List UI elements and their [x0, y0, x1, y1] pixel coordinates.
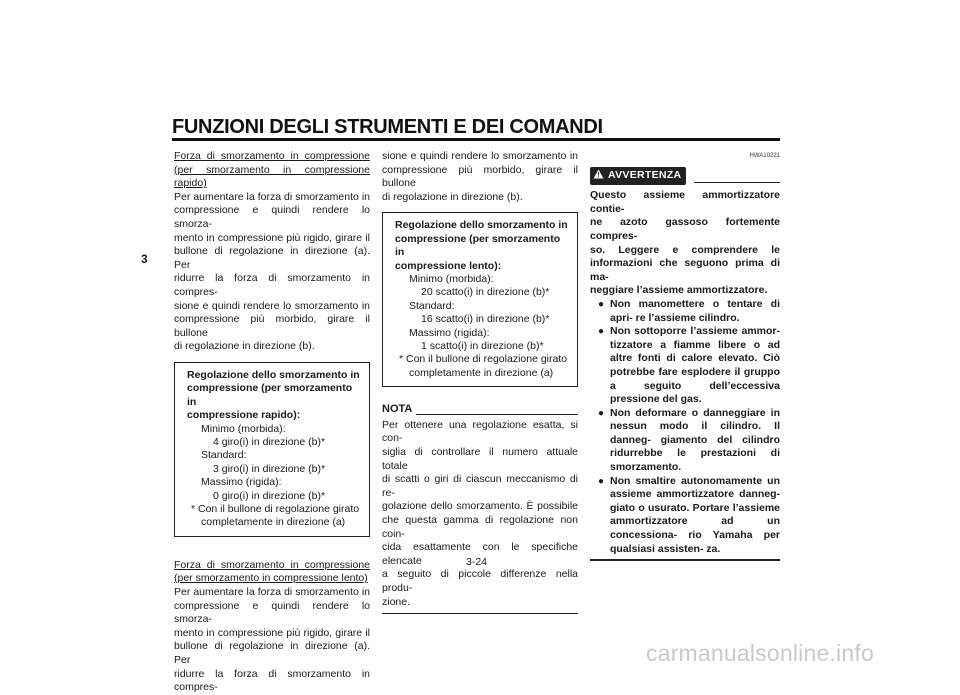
page-title: FUNZIONI DEGLI STRUMENTI E DEI COMANDI [172, 116, 603, 138]
spec-box-title: Regolazione dello smorzamento in [395, 219, 568, 232]
nota-label: NOTA [382, 403, 413, 416]
bullet-text: Non sottoporre l’assieme ammor- tizzatore a fiamme libere o ad altre fonti di calore elevato. Ciò potrebbe fare esplodere il gruppo a seguito dell’eccessiva pressione del gas. [610, 325, 780, 406]
text-line: Per aumentare la forza di smorzamento in [174, 585, 370, 598]
text-line: mento in compressione più rigido, girare il [174, 626, 370, 639]
text-line: so. Leggere e comprendere le [590, 243, 780, 256]
spec-note: * Con il bullone di regolazione girato [399, 353, 568, 366]
text-line: Questo assieme ammortizzatore contie- [590, 189, 780, 215]
text-line: sione e quindi rendere lo smorzamento in [382, 150, 578, 162]
spec-box-title: compressione (per smorzamento in [187, 382, 353, 408]
spec-min-label: Minimo (morbida): [201, 422, 286, 435]
text-line: ne azoto gassoso fortemente compres- [590, 216, 780, 242]
text-line: ridurre la forza di smorzamento in compres- [174, 667, 370, 694]
page-number: 3-24 [466, 556, 488, 568]
title-rule [172, 138, 780, 141]
text-line: ridurre la forza di smorzamento in compres- [174, 272, 370, 298]
spec-note: * Con il bullone di regolazione girato [191, 502, 360, 515]
warning-bullet [598, 475, 780, 557]
watermark: carmanualsonline.info [646, 640, 874, 666]
section-heading-fast-line1: Forza di smorzamento in compressione [174, 150, 370, 162]
section-heading-fast-line2: (per smorzamento in compressione rapido) [174, 163, 370, 190]
text-line: zione. [382, 595, 411, 608]
text-line: compressione più morbido, girare il bullone [382, 163, 578, 190]
spec-box-fast [174, 362, 370, 537]
warning-bullet [598, 298, 780, 325]
text-line: di regolazione in direzione (b). [174, 340, 315, 353]
nota-text [382, 419, 578, 609]
spec-box-slow [382, 212, 578, 387]
text-line: a seguito di piccole differenze nella produ- [382, 568, 578, 594]
column-3 [590, 150, 780, 561]
paragraph-slow-continued [382, 150, 578, 204]
spec-note: completamente in direzione (a) [409, 366, 554, 379]
warning-code: HWA10221 [749, 153, 780, 159]
warning-bullet [598, 325, 780, 407]
text-line: compressione e quindi rendere lo smorza- [174, 204, 370, 230]
bullet-dot-icon: ● [598, 298, 605, 310]
spec-std-label: Standard: [201, 449, 247, 462]
paragraph-slow [174, 586, 370, 695]
text-line: bullone di regolazione in direzione (a). Per [174, 245, 370, 271]
text-line: siglia di controllare il numero attuale totale [382, 446, 578, 472]
text-line: informazioni che seguono prima di ma- [590, 257, 780, 283]
spec-std-value: 16 scatto(i) in direzione (b)* [421, 313, 550, 326]
warning-header [590, 167, 780, 186]
warning-rule [694, 182, 780, 183]
paragraph-fast [174, 191, 370, 354]
text-line: neggiare l’assieme ammortizzatore. [590, 284, 768, 297]
nota-header [382, 403, 578, 417]
bullet-dot-icon: ● [598, 407, 605, 419]
warning-label: AVVERTENZA [608, 169, 682, 182]
spec-box-title: compressione lento): [395, 259, 502, 272]
column-1 [174, 150, 370, 695]
text-line: di scatti o giri di ciascun meccanismo di re- [382, 473, 578, 499]
warning-end-rule [590, 559, 780, 561]
bullet-text: Non deformare o danneggiare in nessun modo il cilindro. Il danneg- giamento del cilindro ridurrebbe le prestazioni di smorzamento. [610, 406, 780, 474]
text-line: Per aumentare la forza di smorzamento in [174, 190, 370, 203]
warning-body [590, 189, 780, 556]
text-line: compressione e quindi rendere lo smorza- [174, 599, 370, 626]
text-line: compressione più morbido, girare il bullone [174, 313, 370, 339]
text-line: sione e quindi rendere lo smorzamento in [174, 299, 370, 312]
spec-max-label: Massimo (rigida): [201, 476, 282, 489]
bullet-text: Non manomettere o tentare di apri- re l’assieme cilindro. [610, 297, 780, 324]
nota-end-rule [382, 613, 578, 614]
spec-max-label: Massimo (rigida): [409, 326, 490, 339]
text-line: golazione dello smorzamento. È possibile [382, 500, 578, 513]
spec-max-value: 0 giro(i) in direzione (b)* [213, 489, 326, 502]
bullet-dot-icon: ● [598, 326, 605, 338]
text-line: che questa gamma di regolazione non coin- [382, 514, 578, 540]
spec-min-label: Minimo (morbida): [409, 273, 494, 285]
spec-std-label: Standard: [409, 299, 455, 312]
warning-triangle-icon [593, 169, 604, 184]
spec-note: completamente in direzione (a) [201, 516, 346, 529]
bullet-dot-icon: ● [598, 475, 605, 487]
warning-bullet [598, 407, 780, 475]
section-heading-slow-line2: (per smorzamento in compressione lento) [174, 572, 368, 585]
spec-min-value: 4 giro(i) in direzione (b)* [213, 435, 326, 448]
spec-max-value: 1 scatto(i) in direzione (b)* [421, 340, 544, 353]
text-line: cida esattamente con le specifiche elencate [382, 541, 578, 567]
spec-box-title: Regolazione dello smorzamento in [187, 368, 360, 381]
column-2 [382, 150, 578, 614]
section-tab-number: 3 [141, 252, 148, 266]
text-line: di regolazione in direzione (b). [382, 190, 523, 203]
text-line: Per ottenere una regolazione esatta, si con- [382, 418, 578, 445]
spec-box-title: compressione rapido): [187, 409, 301, 422]
spec-box-title: compressione (per smorzamento in [395, 232, 561, 259]
bullet-text: Non smaltire autonomamente un assieme ammortizzatore danneg- giato o usurato. Portare l’assieme ammortizzatore ad un concessiona- rio Yamaha per qualsiasi assisten- za. [610, 474, 780, 555]
nota-rule [416, 414, 578, 415]
spec-std-value: 3 giro(i) in direzione (b)* [213, 462, 326, 475]
text-line: bullone di regolazione in direzione (a). Per [174, 640, 370, 666]
warning-badge [590, 167, 686, 186]
spec-min-value: 20 scatto(i) in direzione (b)* [421, 286, 550, 299]
section-heading-slow-line1: Forza di smorzamento in compressione [174, 558, 370, 571]
text-line: mento in compressione più rigido, girare il [174, 231, 370, 244]
